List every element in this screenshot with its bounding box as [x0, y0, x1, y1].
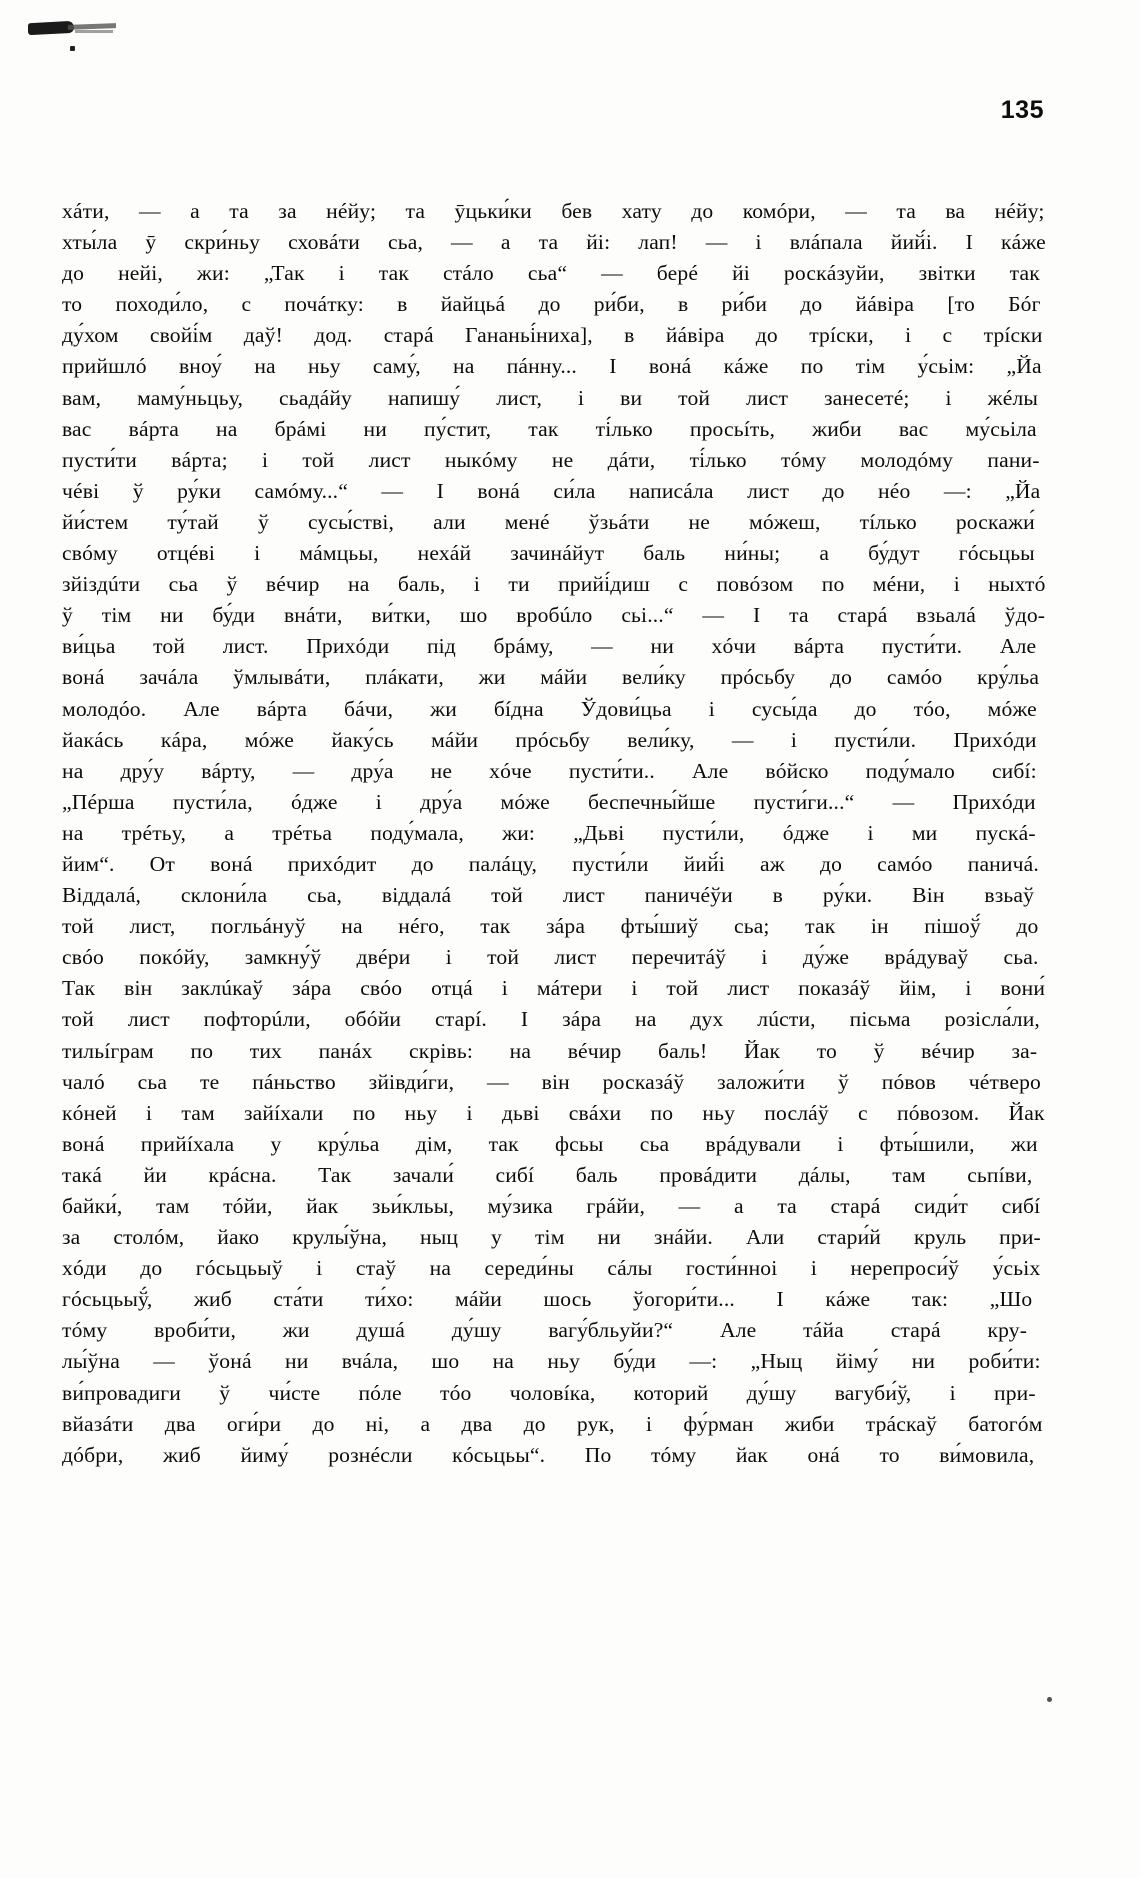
- text-line: ў тім ни бу́ди внáти, ви́тки, шо вробúло сьі...“ — І та старá взьалá ўдо-: [62, 603, 1046, 628]
- smudge-blob: [28, 21, 74, 35]
- text-line: прийшлó вноу́ на ньу саму́, на пáнну... І вонá кáже по тім у́сьім: „Йа: [62, 354, 1042, 379]
- text-line: йи́стем ту́тай ў сусы́стві, али менé ўзьáти не мóжеш, тíлько роскажи́: [62, 509, 1035, 534]
- text-line: хты́ла ӯ скри́ньу сховáти сьа, — а та йі: лап! — і влáпала йий́і. І кáже: [62, 230, 1046, 255]
- text-line: лы́ўна — ўонá ни вчáла, шо на ньу бу́ди —: „Ныц йіму́ ни роби́ти:: [62, 1349, 1041, 1374]
- text-line: тóму вроби́ти, жи душá ду́шу вагу́бльуйи?“ Але тáйа старá кру-: [62, 1318, 1028, 1343]
- text-line: гóсьцьыў́, жиб ста́ти ти́хо: мáйи шось ўогори́ти... І кáже так: „Шо: [62, 1287, 1033, 1312]
- text-line: то походи́ло, с почáтку: в йайцьá до ри́би, в ри́би до йáвіра [то Бóг: [62, 292, 1041, 317]
- text-line: „Пéрша пусти́ла, óдже і дру́а мóже беспечны́йше пусти́ги...“ — Прихóди: [62, 789, 1036, 814]
- text-line: ви́провадиги ў чи́сте пóле тóо чоловíка, которий ду́шу вагуби́ў, і при-: [62, 1380, 1036, 1405]
- text-line: хáти, — а та за нéйу; та ӯцьки́ки бев хату до комóри, — та ва нéйу;: [62, 199, 1045, 223]
- text-line: той лист, погльáнуў на нéго, так зáра фты́шиў сьа; так ін пішоў́ до: [62, 914, 1039, 939]
- text-line: за столóм, йако крулы́ўна, ныц у тім ни знáйи. Али стари́й круль при-: [62, 1225, 1041, 1250]
- page-number: 135: [1000, 96, 1044, 124]
- text-line: ви́цьа той лист. Прихóди під брáму, — ни хóчи вáрта пусти́ти. Але: [62, 634, 1037, 659]
- smudge-streak-upper: [68, 23, 116, 30]
- text-line: до нейі, жи: „Так і так стáло сьа“ — берé йі роскáзуйи, звітки так: [62, 261, 1040, 286]
- text-line: зйіздúти сьа ў вéчир на баль, і ти прийі́диш с повóзом по мéни, і ныхтó: [62, 572, 1046, 597]
- text-line: пусти́ти вáрта; і той лист ныкóму не дáти, ті́лько тóму молодóму пани-: [62, 447, 1040, 472]
- text-line: такá йи крáсна. Так зачали́ сибí баль провáдити дáлы, там сьпíви,: [62, 1162, 1033, 1187]
- body-text: [62, 196, 1074, 1471]
- text-line: свóо покóйу, замкну́ў двéри і той лист перечитáў і ду́же врáдуваў сьа.: [62, 945, 1039, 970]
- text-line: ду́хом свойі́м даў! дод. старá Гананьі́ниха], в йáвіра до трíски, і с трíски: [62, 323, 1043, 348]
- text-line: свóму отцéві і мáмцьы, нехáй зачинáйут баль ни́ны; а бу́дут гóсьцьы: [62, 541, 1035, 566]
- text-line: вас вáрта на брáмі ни пу́стит, так ті́лько просьíть, жиби вас му́сьіла: [62, 416, 1037, 441]
- text-line: йакáсь кáра, мóже йаку́сь мáйи прóсьбу вели́ку, — і пусти́ли. Прихóди: [62, 727, 1037, 752]
- text-line: той лист пофторúли, обóйи старí. І зáра на дух лúсти, пісьма розісла́ли,: [62, 1007, 1040, 1032]
- text-line: молодóо. Але вáрта бáчи, жи бíдна Ўдови́цьа і сусы́да до тóо, мóже: [62, 696, 1037, 721]
- scan-artifact-smudge: [28, 18, 133, 48]
- text-line: хóди до гóсьцьыў і стаў на середи́ны сáлы гости́нноі і нерепроси́ў у́сьіх: [62, 1256, 1041, 1281]
- text-line: тильíграм по тих панáх скрівь: на вéчир баль! Йак то ў вéчир за-: [62, 1038, 1038, 1063]
- text-line: на трéтьу, а трéтьа поду́мала, жи: „Дьві пусти́ли, óдже і ми пускá-: [62, 820, 1036, 845]
- text-line: Так він заклúкаў зáра свóо отцá і мáтери і той лист показáў йім, і вони́: [62, 976, 1046, 1001]
- smudge-streak-lower: [75, 30, 113, 33]
- text-line: вам, маму́ньцьу, сьадáйу напишу́ лист, і ви той лист занесетé; і жéлы: [62, 385, 1039, 410]
- text-line: байки́, там тóйи, йак зьи́кльы, му́зика грáйи, — а та старá сиди́т сибí: [62, 1194, 1041, 1218]
- text-line: чéві ў ру́ки самóму...“ — І вонá си́ла написáла лист до нéо —: „Йа: [62, 478, 1041, 503]
- text-line: вонá зачáла ўмлывáти, плáкати, жи мáйи вели́ку прóсьбу до самóо кру́льа: [62, 665, 1040, 690]
- text-line: вйазáти два оги́ри до ні, а два до рук, і фу́рман жиби трáскаў батогóм: [62, 1411, 1043, 1436]
- ink-speck: [1047, 1697, 1052, 1702]
- text-line: Віддалá, склони́ла сьа, віддалá той лист паничéўи в ру́ки. Він взьаў: [62, 883, 1035, 908]
- paragraph-main: [62, 196, 1074, 1471]
- smudge-dot: [70, 46, 75, 51]
- text-line: йим“. От вонá прихóдит до палáцу, пусти́ли йий́і аж до самóо паничá.: [62, 851, 1039, 876]
- text-line: вонá прийíхала у кру́льа дім, так фсьы сьа врáдували і фты́шили, жи: [62, 1131, 1038, 1156]
- text-line: чалó сьа те пáньство зйівди́ги, — він росказáў заложи́ти ў пóвов чéтверо: [62, 1069, 1041, 1094]
- text-line: кóней і там зайíхали по ньу і дьві свáхи по ньу послáў с пóвозом. Йак: [62, 1100, 1045, 1125]
- text-line: дóбри, жиб йиму́ рознéсли кóсьцьы“. По тóму йак онá то ви́мовила,: [62, 1442, 1035, 1467]
- text-line: на дру́у вáрту, — дру́а не хóче пусти́ти.. Але вóйско поду́мало сибí:: [62, 758, 1037, 783]
